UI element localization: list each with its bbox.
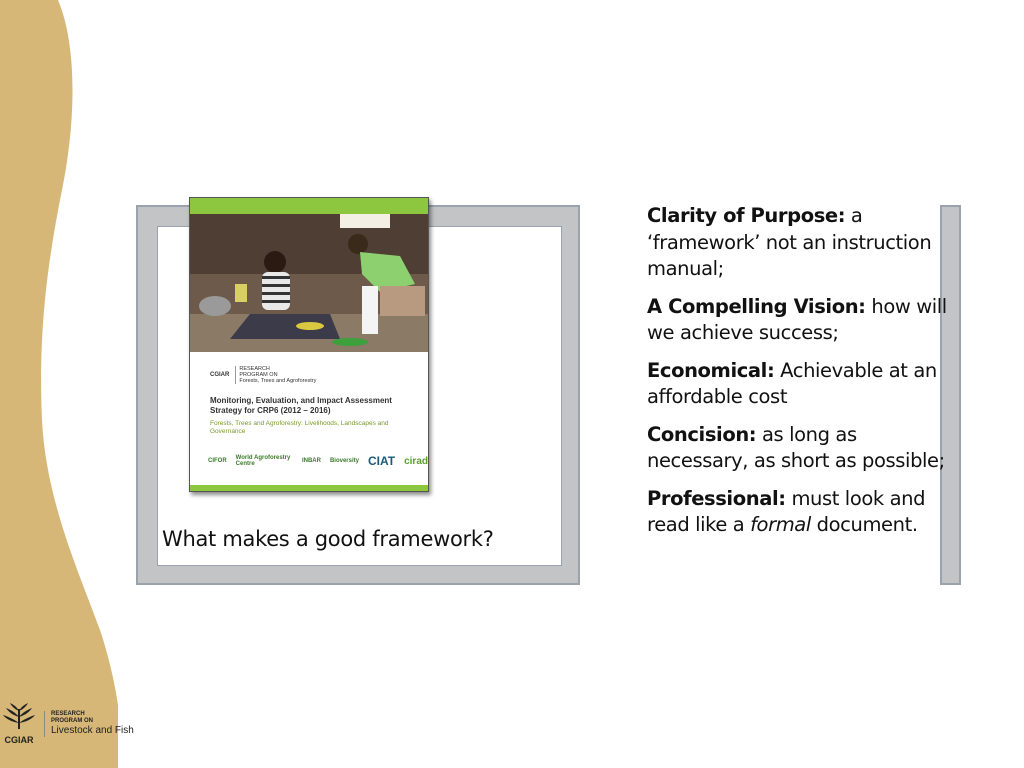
wheat-icon: [2, 703, 36, 729]
report-cover: [189, 197, 429, 492]
cover-program-line1: RESEARCH: [239, 366, 270, 372]
criterion-text: document.: [810, 513, 918, 536]
footer-logo: [0, 703, 134, 745]
cover-program-line2: PROGRAM ON: [239, 372, 278, 378]
cover-cgiar-logo: CGIAR: [210, 372, 230, 378]
criterion-professional: [647, 486, 947, 539]
partner-logo: cirad: [404, 455, 428, 467]
criterion-vision: [647, 294, 947, 347]
criterion-emphasis: formal: [750, 513, 811, 536]
cover-bottom-bar: [190, 485, 428, 491]
partner-logo: Bioversity: [329, 458, 359, 464]
program-name: Livestock and Fish: [51, 725, 134, 736]
cover-program-label: [235, 366, 316, 384]
criterion-text: must look and read like a: [647, 486, 926, 536]
criterion-text: Achievable at an affordable cost: [647, 358, 937, 408]
cover-logo: [210, 366, 316, 384]
criterion-label: Professional:: [647, 486, 786, 510]
program-label: [44, 711, 134, 737]
criterion-text: as long as necessary, as short as possible;: [647, 422, 945, 472]
cgiar-label: CGIAR: [4, 735, 34, 745]
cover-subtitle: Forests, Trees and Agroforestry: Livelihoods, Landscapes and Governance: [210, 420, 389, 435]
cover-top-bar: [190, 198, 428, 214]
program-line2: PROGRAM ON: [51, 718, 93, 724]
criterion-clarity: [647, 203, 947, 283]
cover-title: Monitoring, Evaluation, and Impact Assessment Strategy for CRP6 (2012 – 2016): [210, 396, 392, 415]
cgiar-logo: [0, 703, 38, 745]
criterion-text: a ‘framework’ not an instruction manual;: [647, 204, 932, 280]
criterion-label: A Compelling Vision:: [647, 294, 866, 318]
decorative-wave: [0, 0, 130, 768]
criterion-concision: [647, 422, 947, 475]
criterion-label: Clarity of Purpose:: [647, 204, 846, 227]
partner-logo: CIAT: [367, 454, 396, 468]
partner-logo: INBAR: [301, 458, 321, 464]
criterion-label: Economical:: [647, 358, 775, 382]
cover-program-name: Forests, Trees and Agroforestry: [239, 378, 317, 384]
criterion-label: Concision:: [647, 422, 757, 446]
cover-photo: [190, 214, 428, 352]
criterion-text: how will we achieve success;: [647, 294, 947, 344]
criterion-economical: [647, 358, 947, 411]
partner-logo: World Agroforestry Centre: [235, 455, 291, 467]
program-line1: RESEARCH: [51, 711, 85, 717]
partner-logo: CIFOR: [208, 458, 227, 464]
criteria-list: [647, 203, 947, 550]
partner-logos: [208, 454, 428, 468]
question-caption: What makes a good framework?: [162, 527, 494, 551]
